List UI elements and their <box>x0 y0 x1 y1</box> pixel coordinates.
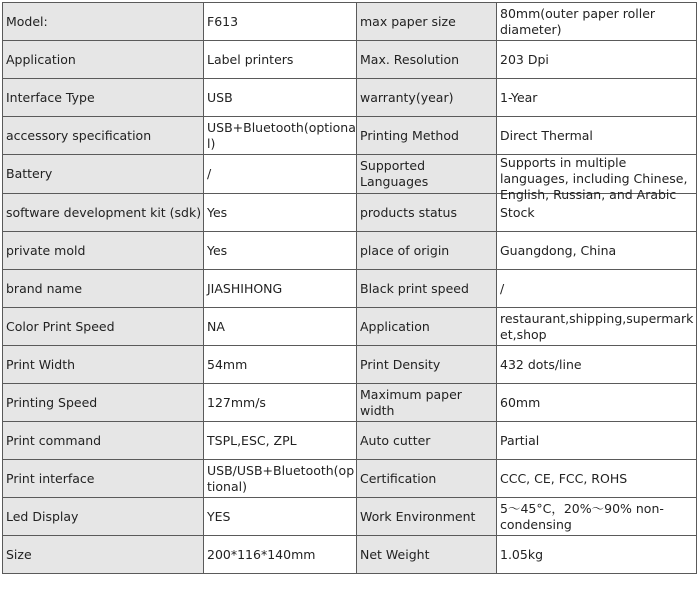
spec-value-cell <box>497 422 697 460</box>
spec-value: CCC, CE, FCC, ROHS <box>500 470 628 486</box>
spec-value: 5～45°C，20%～90% non-condensing <box>500 500 664 532</box>
spec-label: Battery <box>6 166 53 181</box>
spec-value: Stock <box>500 204 535 220</box>
spec-value: / <box>500 280 505 296</box>
table-row <box>3 232 697 270</box>
spec-label-cell <box>357 155 497 194</box>
spec-label-cell <box>357 422 497 460</box>
spec-value: USB <box>207 89 233 105</box>
spec-label: Print command <box>6 432 102 448</box>
spec-label-cell <box>357 384 497 422</box>
spec-value-cell <box>497 346 697 384</box>
spec-value-cell <box>497 155 697 202</box>
table-row <box>3 384 697 422</box>
spec-value-cell <box>204 232 357 270</box>
spec-value: NA <box>207 318 225 334</box>
spec-value: 1-Year <box>500 89 538 105</box>
spec-value: F613 <box>207 13 239 29</box>
spec-label-cell <box>3 117 204 155</box>
spec-value-cell <box>204 498 357 536</box>
spec-value-cell <box>204 155 357 194</box>
spec-value: 432 dots/line <box>500 356 582 372</box>
spec-value-cell <box>204 3 357 41</box>
spec-label: software development kit (sdk) <box>6 204 202 220</box>
spec-label: Printing Speed <box>6 394 98 410</box>
spec-value: 80mm(outer paper roller diameter) <box>500 5 656 37</box>
spec-label: Black print speed <box>360 280 469 296</box>
table-row <box>3 270 697 308</box>
spec-label: warranty(year) <box>360 89 454 105</box>
table-row <box>3 3 697 41</box>
spec-label: accessory specification <box>6 127 152 143</box>
spec-value: Yes <box>207 204 228 220</box>
spec-label: Interface Type <box>6 89 95 105</box>
spec-label: Print interface <box>6 470 95 486</box>
spec-value-cell <box>497 536 697 574</box>
spec-value-cell <box>497 270 697 308</box>
spec-label-cell <box>3 155 204 194</box>
table-row <box>3 422 697 460</box>
spec-label: Application <box>6 51 76 67</box>
spec-value: 1.05kg <box>500 546 544 562</box>
spec-label-cell <box>357 117 497 155</box>
spec-label-cell <box>3 41 204 79</box>
spec-label-cell <box>3 79 204 117</box>
table-row <box>3 536 697 574</box>
spec-value-cell <box>497 232 697 270</box>
spec-label: Auto cutter <box>360 432 431 448</box>
spec-label: Model: <box>6 13 48 29</box>
spec-label: Print Width <box>6 356 76 372</box>
spec-label-cell <box>357 232 497 270</box>
spec-value: 200*116*140mm <box>207 546 316 562</box>
spec-value-cell <box>204 422 357 460</box>
spec-label: Net Weight <box>360 546 430 562</box>
spec-label: Maximum paper width <box>360 386 462 418</box>
spec-label: Max. Resolution <box>360 51 460 67</box>
spec-label-cell <box>3 384 204 422</box>
spec-value-cell <box>204 346 357 384</box>
spec-value: 127mm/s <box>207 394 266 410</box>
spec-label-cell <box>357 270 497 308</box>
spec-value-cell <box>204 308 357 346</box>
spec-value-cell <box>497 460 697 498</box>
spec-value-cell <box>204 460 357 498</box>
spec-value: JIASHIHONG <box>207 280 283 296</box>
spec-label: Color Print Speed <box>6 318 115 334</box>
spec-label: Printing Method <box>360 127 459 143</box>
spec-label-cell <box>3 3 204 41</box>
spec-value-cell <box>497 498 697 536</box>
table-row <box>3 117 697 155</box>
spec-value: Partial <box>500 432 540 448</box>
spec-label: Print Density <box>360 356 441 372</box>
spec-label: Work Environment <box>360 508 476 524</box>
spec-label: Application <box>360 318 430 334</box>
spec-label-cell <box>357 41 497 79</box>
spec-label: max paper size <box>360 13 456 29</box>
spec-label: place of origin <box>360 242 450 258</box>
table-row <box>3 346 697 384</box>
spec-value: Label printers <box>207 51 294 67</box>
spec-value-cell <box>204 194 357 232</box>
spec-value-cell <box>204 384 357 422</box>
spec-value-cell <box>497 308 697 346</box>
spec-label-cell <box>3 536 204 574</box>
spec-value: USB+Bluetooth(optional) <box>207 119 356 151</box>
spec-value-cell <box>497 117 697 155</box>
spec-label: Certification <box>360 470 437 486</box>
spec-label: Size <box>6 546 32 562</box>
spec-value-cell <box>204 79 357 117</box>
spec-label: Led Display <box>6 508 79 524</box>
table-row <box>3 498 697 536</box>
spec-label-cell <box>3 270 204 308</box>
spec-value-cell <box>204 270 357 308</box>
spec-label-cell <box>3 194 204 232</box>
table-row <box>3 41 697 79</box>
spec-value-cell <box>497 3 697 41</box>
spec-label-cell <box>357 536 497 574</box>
spec-table <box>2 2 697 574</box>
spec-label-cell <box>357 308 497 346</box>
spec-value-cell <box>204 117 357 155</box>
spec-value-cell <box>497 384 697 422</box>
spec-value-cell <box>497 41 697 79</box>
spec-value-cell <box>204 536 357 574</box>
spec-label: private mold <box>6 242 86 258</box>
spec-label: products status <box>360 204 457 220</box>
spec-value: Supports in multiple languages, including Chinese, English, Russian, and Arabic <box>500 155 688 202</box>
spec-label-cell <box>357 460 497 498</box>
spec-value: restaurant,shipping,supermarket,shop <box>500 310 694 342</box>
table-row <box>3 155 697 194</box>
spec-value: / <box>207 166 212 181</box>
spec-label-cell <box>3 308 204 346</box>
spec-table-body <box>3 3 697 574</box>
spec-value: TSPL,ESC, ZPL <box>207 432 297 448</box>
spec-value: Yes <box>207 242 228 258</box>
table-row <box>3 308 697 346</box>
spec-value: 60mm <box>500 394 541 410</box>
spec-label-cell <box>357 194 497 232</box>
spec-value: YES <box>207 508 231 524</box>
spec-value: 203 Dpi <box>500 51 549 67</box>
spec-label-cell <box>3 346 204 384</box>
spec-label-cell <box>3 498 204 536</box>
spec-value-cell <box>204 41 357 79</box>
spec-label-cell <box>357 346 497 384</box>
table-row <box>3 460 697 498</box>
table-row <box>3 79 697 117</box>
spec-label-cell <box>3 422 204 460</box>
spec-label: Supported Languages <box>360 158 429 189</box>
spec-label-cell <box>3 232 204 270</box>
spec-label-cell <box>357 498 497 536</box>
spec-value: Guangdong, China <box>500 242 617 258</box>
spec-value-cell <box>497 79 697 117</box>
spec-value: 54mm <box>207 356 248 372</box>
spec-value: USB/USB+Bluetooth(optional) <box>207 462 355 494</box>
spec-label: brand name <box>6 280 83 296</box>
spec-label-cell <box>3 460 204 498</box>
spec-value: Direct Thermal <box>500 127 593 143</box>
spec-label-cell <box>357 79 497 117</box>
spec-label-cell <box>357 3 497 41</box>
